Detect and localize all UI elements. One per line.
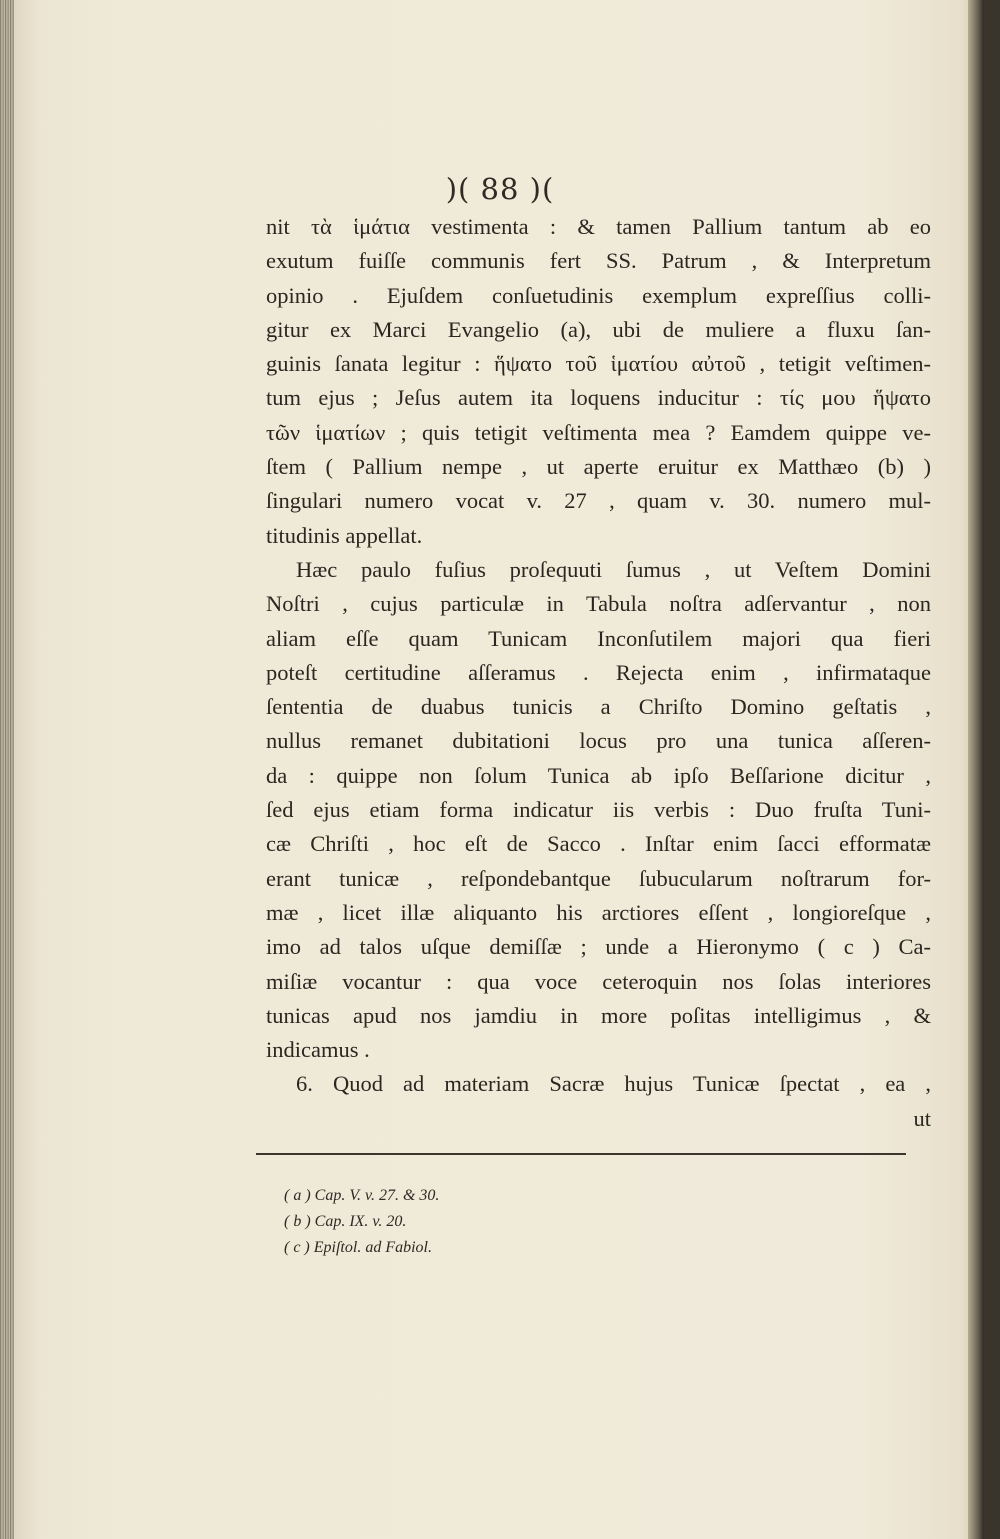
- page-header: )( 88 )(: [445, 172, 555, 206]
- text-line: Noſtri , cujus particulæ in Tabula noſtra adſervantur , non: [266, 591, 931, 617]
- text-line: 6. Quod ad materiam Sacræ hujus Tunicæ ſpectat , ea ,: [296, 1071, 931, 1097]
- text-line: ſed ejus etiam forma indicatur iis verbis : Duo fruſta Tuni-: [266, 797, 931, 823]
- text-line: gitur ex Marci Evangelio (a), ubi de muliere a fluxu ſan-: [266, 316, 931, 342]
- footnote-rule: [256, 1153, 906, 1155]
- footnote: ( a ) Cap. V. v. 27. & 30.: [284, 1187, 440, 1204]
- text-line: ſtem ( Pallium nempe , ut aperte eruitur ex Matthæo (b) ): [266, 454, 931, 480]
- text-line: nullus remanet dubitationi locus pro una tunica aſſeren-: [266, 728, 931, 754]
- text-line: imo ad talos uſque demiſſæ ; unde a Hieronymo ( c ) Ca-: [266, 934, 931, 960]
- text-line: erant tunicæ , reſpondebantque ſubucularum noſtrarum for-: [266, 865, 931, 891]
- text-line: tunicas apud nos jamdiu in more poſitas intelligimus , &: [266, 1002, 931, 1028]
- text-line: indicamus .: [266, 1037, 370, 1063]
- text-line: guinis ſanata legitur : ἥψατο τοῦ ἱματίου αὐτοῦ , tetigit veſtimen-: [266, 351, 931, 377]
- text-line: ſententia de duabus tunicis a Chriſto Domino geſtatis ,: [266, 694, 931, 720]
- book-spine: [0, 0, 14, 1539]
- body-text: [266, 210, 931, 1136]
- footnotes: [284, 1183, 439, 1261]
- text-line: miſiæ vocantur : qua voce ceteroquin nos ſolas interiores: [266, 968, 931, 994]
- footnote: ( b ) Cap. IX. v. 20.: [284, 1213, 407, 1230]
- page-edge: [968, 0, 984, 1539]
- text-line: opinio . Ejuſdem conſuetudinis exemplum expreſſius colli-: [266, 282, 931, 308]
- text-line: Hæc paulo fuſius proſequuti ſumus , ut Veſtem Domini: [296, 556, 931, 582]
- text-line: cæ Chriſti , hoc eſt de Sacco . Inſtar enim ſacci efformatæ: [266, 831, 931, 857]
- text-line: mæ , licet illæ aliquanto his arctiores eſſent , longioreſque ,: [266, 899, 931, 925]
- text-line: τῶν ἱματίων ; quis tetigit veſtimenta mea ? Eamdem quippe ve-: [266, 419, 931, 445]
- text-line: nit τὰ ἱμάτια vestimenta : & tamen Pallium tantum ab eo: [266, 214, 931, 239]
- text-line: poteſt certitudine aſſeramus . Rejecta enim , infirmataque: [266, 659, 931, 685]
- text-line: exutum fuiſſe communis fert SS. Patrum , & Interpretum: [266, 248, 931, 274]
- footnote: ( c ) Epiſtol. ad Fabiol.: [284, 1239, 432, 1256]
- text-line: ſingulari numero vocat v. 27 , quam v. 30. numero mul-: [266, 488, 931, 514]
- text-line: aliam eſſe quam Tunicam Inconſutilem majori qua fieri: [266, 625, 931, 651]
- text-line: tum ejus ; Jeſus autem ita loquens inducitur : τίς μου ἥψατο: [266, 385, 931, 411]
- text-line: titudinis appellat.: [266, 522, 423, 548]
- catchword: ut: [913, 1105, 931, 1131]
- text-line: da : quippe non ſolum Tunica ab ipſo Beſſarione dicitur ,: [266, 762, 931, 788]
